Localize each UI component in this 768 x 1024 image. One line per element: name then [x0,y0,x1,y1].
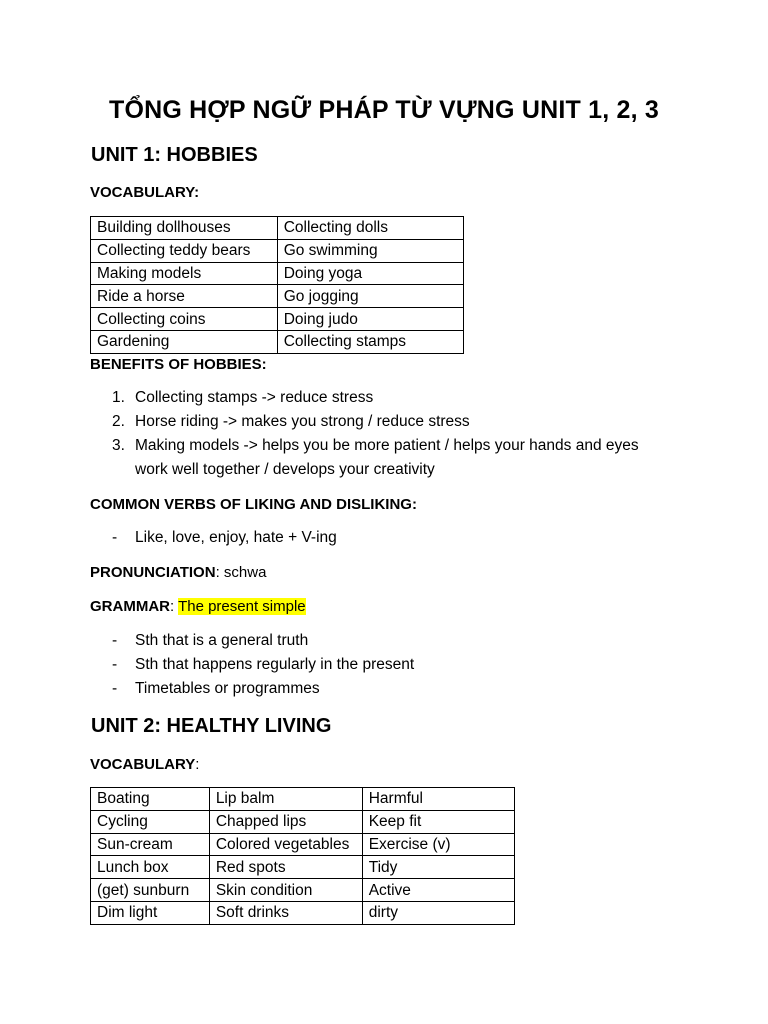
unit2-vocab-row [91,810,515,833]
unit1-heading [90,144,258,167]
unit1-vocab-cell: Go swimming [277,239,463,262]
unit1-vocab-table [90,216,464,354]
grammar-highlight: The present simple [178,598,306,615]
pronunciation-label: PRONUNCIATION [90,564,216,581]
unit2-vocabulary-line [90,756,199,773]
unit2-vocab-cell: Sun-cream [91,833,210,856]
unit2-vocab-cell: Dim light [91,901,210,924]
unit1-vocab-row [91,239,464,262]
benefit-item [112,434,672,482]
unit2-vocab-cell: Tidy [362,856,514,879]
unit2-vocab-cell: Lip balm [209,788,362,811]
unit2-vocab-cell: Harmful [362,788,514,811]
unit2-vocab-cell: Lunch box [91,856,210,879]
benefits-list [112,386,672,482]
grammar-point-item [112,677,414,701]
unit2-vocab-cell: Soft drinks [209,901,362,924]
unit1-vocab-row [91,330,464,353]
benefit-text: Collecting stamps -> reduce stress [135,389,374,406]
unit1-vocab-cell: Making models [91,262,278,285]
verb-text: Like, love, enjoy, hate + V-ing [135,529,337,546]
unit2-vocabulary-colon: : [195,756,200,773]
unit2-vocab-cell: (get) sunburn [91,879,210,902]
unit2-vocab-row [91,901,515,924]
pronunciation-value: : schwa [215,564,267,581]
unit2-vocab-cell: Exercise (v) [362,833,514,856]
unit1-vocab-row [91,262,464,285]
grammar-point-marker: - [112,680,118,697]
unit1-vocabulary-label: VOCABULARY: [90,184,200,201]
unit2-vocab-cell: Keep fit [362,810,514,833]
unit2-vocab-row [91,833,515,856]
page-title: TỔNG HỢP NGỮ PHÁP TỪ VỰNG UNIT 1, 2, 3 [108,96,660,124]
unit2-vocab-row [91,856,515,879]
verb-marker: - [112,529,118,546]
benefit-item [112,386,672,410]
unit1-heading-text: UNIT 1: HOBBIES [91,144,258,166]
benefit-text: Horse riding -> makes you strong / reduce stress [135,413,470,430]
grammar-points-list [112,629,414,701]
verbs-label: COMMON VERBS OF LIKING AND DISLIKING: [90,496,417,513]
benefit-item [112,410,672,434]
unit1-vocab-row [91,308,464,331]
unit1-vocab-cell: Collecting teddy bears [91,239,278,262]
unit2-vocab-row [91,879,515,902]
grammar-point-item [112,653,414,677]
grammar-point-marker: - [112,632,118,649]
unit2-vocab-table [90,787,515,925]
unit1-vocab-cell: Collecting dolls [277,217,463,240]
unit2-vocab-cell: Cycling [91,810,210,833]
unit2-vocab-cell: Active [362,879,514,902]
unit1-vocab-cell: Collecting coins [91,308,278,331]
benefit-marker: 3. [112,437,125,454]
unit2-vocab-row [91,788,515,811]
grammar-point-text: Timetables or programmes [135,680,320,697]
benefits-label: BENEFITS OF HOBBIES: [90,356,267,373]
benefit-marker: 2. [112,413,125,430]
unit2-vocab-cell: dirty [362,901,514,924]
grammar-point-text: Sth that is a general truth [135,632,309,649]
unit2-vocab-cell: Red spots [209,856,362,879]
unit1-vocab-cell: Doing yoga [277,262,463,285]
grammar-point-text: Sth that happens regularly in the present [135,656,415,673]
pronunciation-line [90,564,266,581]
unit1-vocab-row [91,285,464,308]
grammar-label: GRAMMAR [90,598,170,615]
unit2-vocab-cell: Colored vegetables [209,833,362,856]
verbs-list [112,526,337,550]
unit2-heading [90,715,331,738]
unit2-vocab-cell: Boating [91,788,210,811]
benefit-marker: 1. [112,389,125,406]
grammar-line [90,598,306,615]
unit1-vocab-cell: Go jogging [277,285,463,308]
grammar-point-item [112,629,414,653]
unit1-vocab-cell: Gardening [91,330,278,353]
unit1-vocab-cell: Collecting stamps [277,330,463,353]
grammar-point-marker: - [112,656,118,673]
unit2-heading-text: UNIT 2: HEALTHY LIVING [91,715,332,737]
unit2-vocabulary-label: VOCABULARY [90,756,196,773]
unit1-vocab-cell: Building dollhouses [91,217,278,240]
verb-item [112,526,337,550]
unit1-vocab-cell: Ride a horse [91,285,278,308]
unit2-vocab-cell: Skin condition [209,879,362,902]
benefit-text: Making models -> helps you be more patient / helps your hands and eyes work well together / develops your creativity [135,437,639,478]
unit2-vocab-cell: Chapped lips [209,810,362,833]
unit1-vocab-row [91,217,464,240]
unit1-vocab-cell: Doing judo [277,308,463,331]
grammar-colon: : [170,598,179,615]
